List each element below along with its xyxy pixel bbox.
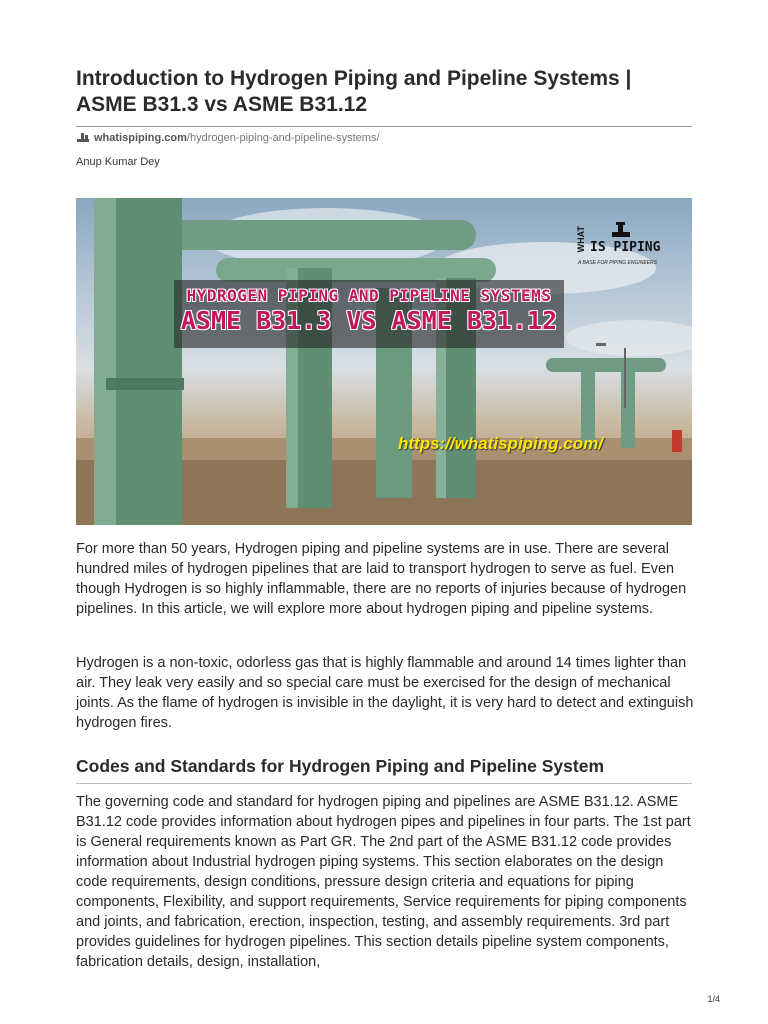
banner-line-1: HYDROGEN PIPING AND PIPELINE SYSTEMS — [186, 286, 552, 305]
intro-paragraph: For more than 50 years, Hydrogen piping and pipeline systems are in use. There are several hundred miles of hydrogen pipelines that are laid to transport hydrogen to serve as fuel. Even though Hydrogen is so highly inflammable, there are no reports of injuries because of hydrogen pipelines. In this article, we will explore more about hydrogen piping and pipeline systems. — [76, 541, 687, 617]
brand-what: WHAT — [576, 226, 586, 253]
brand-logo — [576, 222, 676, 268]
page-number: 1/4 — [707, 994, 720, 1004]
codes-paragraph: The governing code and standard for hydrogen piping and pipelines are ASME B31.12. ASME B31.12 code provides information about hydrogen pipes and pipelines in four parts. The 1st part is General requirements known as Part GR. The 2nd part of the ASME B31.12 code provides information about Industrial hydrogen piping systems. This section elaborates on the design code requirements, design conditions, pressure design criteria and equations for piping components, Flexibility, and support requirements, Service requirements for piping components and joints, and fabrication, erection, inspection, testing, and assembly requirements. 3rd part provides guidelines for hydrogen pipelines. This section details pipeline system components, fabrication details, design, installation, — [76, 794, 691, 970]
source-domain: whatispiping.com — [94, 132, 187, 144]
title-divider — [76, 126, 692, 127]
author-name: Anup Kumar Dey — [76, 156, 160, 168]
hero-url-text: https://whatispiping.com/ — [398, 434, 603, 453]
source-line — [76, 132, 380, 144]
brand-tagline: A BASE FOR PIPING ENGINEERS — [578, 260, 657, 266]
brand-name: IS PIPING — [590, 240, 661, 255]
hero-image — [76, 198, 692, 525]
banner-line-2: ASME B31.3 VS ASME B31.12 — [180, 306, 558, 335]
section-heading: Codes and Standards for Hydrogen Piping and Pipeline System — [76, 756, 605, 776]
section-divider — [76, 783, 692, 784]
hydrogen-properties-paragraph: Hydrogen is a non-toxic, odorless gas that is highly flammable and around 14 times lighter than air. They leak very easily and so special care must be exercised for the design of mechanical joints. As the flame of hydrogen is invisible in the daylight, it is very hard to detect and extinguish hydrogen fires. — [76, 655, 694, 731]
source-link[interactable] — [94, 132, 380, 144]
hero-banner — [174, 280, 564, 348]
source-path: /hydrogen-piping-and-pipeline-systems/ — [186, 132, 380, 144]
site-logo-icon — [76, 132, 90, 144]
brand-pipe-icon — [610, 222, 632, 240]
page-title: Introduction to Hydrogen Piping and Pipeline Systems | ASME B31.3 vs ASME B31.12 — [76, 67, 632, 116]
